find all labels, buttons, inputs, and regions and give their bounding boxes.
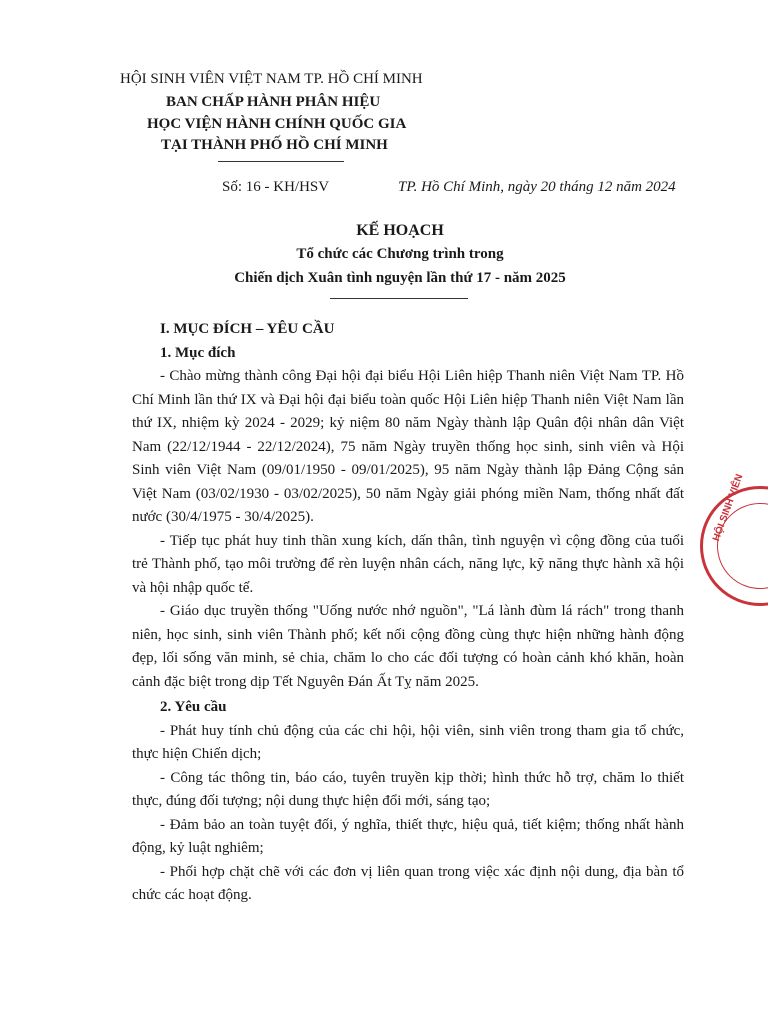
- header-org-line4: TẠI THÀNH PHỐ HỒ CHÍ MINH: [161, 137, 388, 153]
- paragraph-requirement-4: - Phối hợp chặt chẽ với các đơn vị liên quan trong việc xác định nội dung, địa bàn tổ chức các hoạt động.: [132, 863, 684, 903]
- header-org-line3: HỌC VIỆN HÀNH CHÍNH QUỐC GIA: [147, 116, 407, 132]
- header-org-line1: HỘI SINH VIÊN VIỆT NAM TP. HỒ CHÍ MINH: [120, 71, 423, 87]
- document-title: KẾ HOẠCH: [356, 222, 444, 239]
- paragraph-purpose-3: - Giáo dục truyền thống "Uống nước nhớ nguồn", "Lá lành đùm lá rách" trong thanh niên, học sinh, sinh viên Thành phố; kết nối cộng đồng cùng thực hiện những hành động đẹp, lối sống văn minh, sẻ chia, chăm lo cho các đối tượng có hoàn cảnh khó khăn, hoàn cảnh đặc biệt trong dịp Tết Nguyên Đán Ất Tỵ năm 2025.: [132, 603, 684, 690]
- document-subtitle-1: Tổ chức các Chương trình trong: [296, 246, 504, 262]
- document-subtitle-2: Chiến dịch Xuân tình nguyện lần thứ 17 - năm 2025: [234, 270, 566, 286]
- paragraph-requirement-1: - Phát huy tính chủ động của các chi hội, hội viên, sinh viên trong tham gia tổ chức, thực hiện Chiến dịch;: [132, 722, 684, 762]
- header-org-line2: BAN CHẤP HÀNH PHÂN HIỆU: [166, 94, 381, 110]
- section-heading-purpose-requirements: I. MỤC ĐÍCH – YÊU CẦU: [160, 321, 335, 337]
- place-date: TP. Hồ Chí Minh, ngày 20 tháng 12 năm 2024: [398, 179, 676, 195]
- seal-text: HỘI SINH VIÊN: [711, 472, 746, 543]
- subsection-heading-requirements: 2. Yêu cầu: [160, 699, 227, 715]
- paragraph-purpose-2: - Tiếp tục phát huy tinh thần xung kích, dấn thân, tình nguyện vì cộng đồng của tuổi trẻ Thành phố, tạo môi trường để rèn luyện nhân cách, năng lực, kỹ năng thực hành xã hội và hội nhập quốc tế.: [132, 532, 684, 596]
- paragraph-purpose-1: - Chào mừng thành công Đại hội đại biểu Hội Liên hiệp Thanh niên Việt Nam TP. Hồ Chí Minh lần thứ IX và Đại hội đại biểu toàn quốc Hội Liên hiệp Thanh niên Việt Nam lần thứ IX, nhiệm kỳ 2024 - 2029; kỷ niệm 80 năm Ngày thành lập Quân đội nhân dân Việt Nam (22/12/1944 - 22/12/2024), 75 năm Ngày truyền thống học sinh, sinh viên và Hội Sinh viên Việt Nam (09/01/1950 - 09/01/2025), 95 năm Ngày thành lập Đảng Cộng sản Việt Nam (03/02/1930 - 03/02/2025), 50 năm Ngày giải phóng miền Nam, thống nhất đất nước (30/4/1975 - 30/4/2025).: [132, 368, 684, 525]
- document-number: Số: 16 - KH/HSV: [222, 179, 330, 195]
- red-seal-stamp: [700, 472, 768, 606]
- subsection-heading-purpose: 1. Mục đích: [160, 344, 236, 361]
- paragraph-requirement-2: - Công tác thông tin, báo cáo, tuyên truyền kịp thời; hình thức hỗ trợ, chăm lo thiết thực, đúng đối tượng; nội dung thực hiện đổi mới, sáng tạo;: [132, 769, 684, 809]
- paragraph-requirement-3: - Đảm bảo an toàn tuyệt đối, ý nghĩa, thiết thực, hiệu quả, tiết kiệm; thống nhất hành động, kỷ luật nghiêm;: [132, 816, 684, 856]
- document-body: [132, 318, 684, 908]
- header-divider: [218, 161, 344, 162]
- title-divider: [330, 298, 468, 299]
